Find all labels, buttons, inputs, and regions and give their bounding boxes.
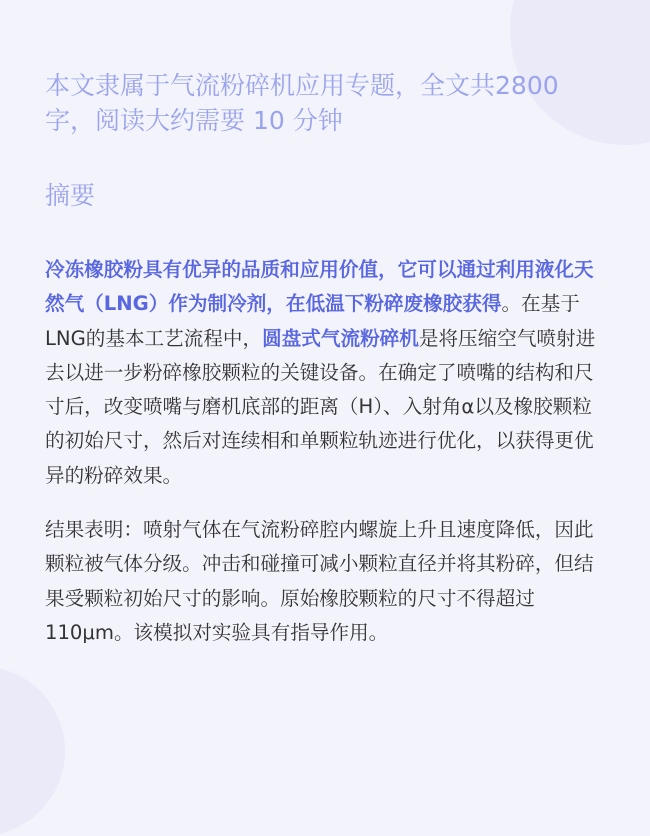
abstract-heading: 摘要 xyxy=(45,181,96,210)
highlight-disc-jet-mill: 圆盘式气流粉碎机 xyxy=(262,326,419,350)
background-circle-bottom xyxy=(0,666,65,836)
topic-intro: 本文隶属于气流粉碎机应用专题，全文共2800字，阅读大约需要 10 分钟 xyxy=(45,71,559,135)
highlight-frozen-rubber-powder: 冷冻橡胶粉具有优异的品质和应用价值，它可以通过利用液化天然气（LNG）作为制冷剂，在低温下粉碎废橡胶获得 xyxy=(45,258,594,316)
article-content xyxy=(45,68,603,650)
abstract-paragraph-2: 结果表明：喷射气体在气流粉碎腔内螺旋上升且速度降低，因此颗粒被气体分级。冲击和碰撞可减小颗粒直径并将其粉碎，但结果受颗粒初始尺寸的影响。原始橡胶颗粒的尺寸不得超过110μm。该模拟对实验具有指导作用。 xyxy=(45,518,594,644)
abstract-paragraph-1 xyxy=(45,253,603,493)
paragraph-text: 。在基于LNG的基本工艺流程中， xyxy=(45,292,580,350)
paragraph-text: 是将压缩空气喷射进去以进一步粉碎橡胶颗粒的关键设备。在确定了喷嘴的结构和尺寸后，改变喷嘴与磨机底部的距离（H）、入射角α以及橡胶颗粒的初始尺寸，然后对连续相和单颗粒轨迹进行优化，以获得更优异的粉碎效果。 xyxy=(45,326,596,487)
